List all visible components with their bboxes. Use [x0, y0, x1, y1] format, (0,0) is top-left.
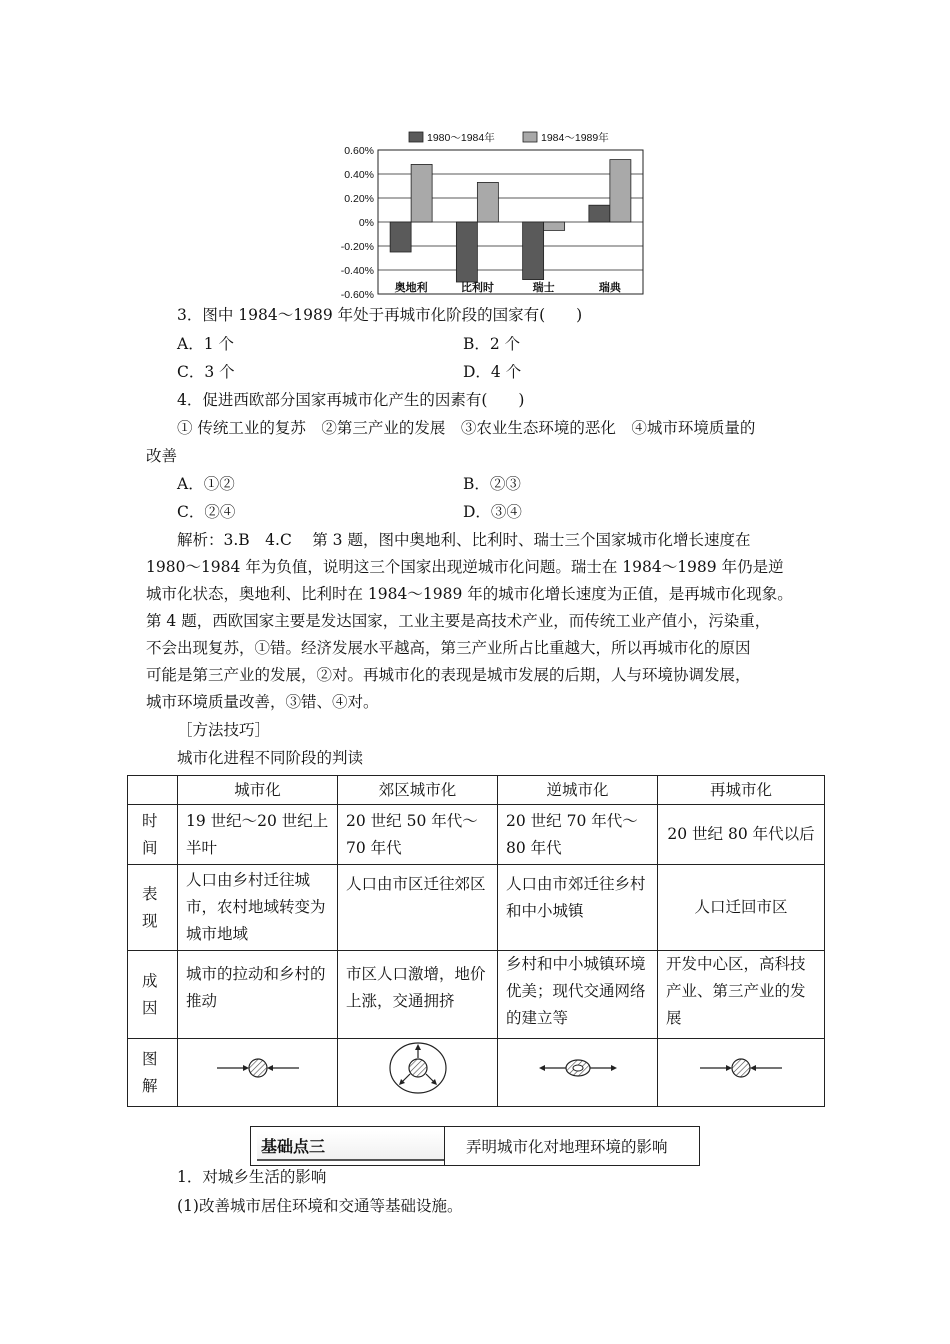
inward-arrows-diagram-icon: [696, 1053, 786, 1083]
q4-option-d: D．③④: [463, 503, 522, 521]
method-heading: ［方法技巧］: [177, 721, 271, 739]
analysis-line-7: 城市环境质量改善，③错、④对。: [146, 693, 379, 711]
diagram-cell-re-urbanization: [658, 1039, 825, 1107]
q3-option-c: C．3 个: [177, 363, 235, 381]
y-tick-label: 0.40%: [344, 169, 374, 181]
body-point-1: 1．对城乡生活的影响: [177, 1168, 327, 1186]
bar-1984-1989: [610, 160, 631, 222]
method-subheading: 城市化进程不同阶段的判读: [177, 749, 364, 767]
section-tag: [257, 1131, 445, 1161]
q4-option-a: A．①②: [177, 475, 235, 493]
cell-manifestation-urbanization: 人口由乡村迁往城市，农村地域转变为城市地域: [178, 865, 338, 951]
row-label-time: 时间: [128, 805, 178, 865]
row-label-cause: 成因: [128, 951, 178, 1039]
legend-label-1984-1989: 1984～1989年: [541, 132, 609, 144]
section-tag-label: 基础点三: [261, 1137, 326, 1156]
y-tick-label: 0.20%: [344, 193, 374, 205]
y-tick-label: -0.20%: [340, 241, 374, 253]
q3-option-a: A．1 个: [177, 335, 234, 353]
chart-legend: [409, 131, 609, 144]
row-label-diagram: 图解: [128, 1039, 178, 1107]
x-category-label: 奥地利: [394, 282, 428, 294]
bar-1984-1989: [411, 164, 432, 222]
question-3: 3．图中 1984～1989 年处于再城市化阶段的国家有( ): [177, 306, 583, 324]
x-category-label: 瑞典: [598, 282, 621, 294]
cell-cause-urbanization: 城市的拉动和乡村的推动: [178, 951, 338, 1039]
table-header-row: [128, 776, 825, 805]
cell-cause-suburbanization: 市区人口激增，地价上涨，交通拥挤: [338, 951, 498, 1039]
outward-ring-diagram-icon: [386, 1039, 450, 1097]
header-urbanization: 城市化: [178, 776, 338, 805]
bar-1980-1984: [589, 205, 610, 222]
header-blank: [128, 776, 178, 805]
table-row-diagram: [128, 1039, 825, 1107]
diagram-cell-urbanization: [178, 1039, 338, 1107]
cell-time-counter-urbanization: 20 世纪 70 年代～80 年代: [498, 805, 658, 865]
q3-option-d: D．4 个: [463, 363, 522, 381]
diagram-cell-suburbanization: [338, 1039, 498, 1107]
legend-label-1980-1984: 1980～1984年: [427, 132, 495, 144]
q3-option-b: B．2 个: [463, 335, 521, 353]
bar-1980-1984: [523, 222, 544, 280]
q4-options-line2: 改善: [146, 447, 178, 465]
row-label-manifestation: 表现: [128, 865, 178, 951]
table-row-cause: [128, 951, 825, 1039]
cell-manifestation-re-urbanization: 人口迁回市区: [658, 865, 825, 951]
bar-1984-1989: [477, 182, 498, 222]
analysis-line-1: 解析：3.B 4.C 第 3 题，图中奥地利、比利时、瑞士三个国家城市化增长速度在: [177, 531, 751, 549]
cell-time-suburbanization: 20 世纪 50 年代～70 年代: [338, 805, 498, 865]
x-category-label: 比利时: [460, 282, 494, 294]
y-tick-label: -0.40%: [340, 265, 374, 277]
table-row-time: [128, 805, 825, 865]
section-header-box: [250, 1126, 700, 1166]
section-title: 弄明城市化对地理环境的影响: [466, 1138, 668, 1156]
bar-1984-1989: [544, 222, 565, 230]
cell-manifestation-counter-urbanization: 人口由市郊迁往乡村和中小城镇: [498, 865, 658, 951]
cell-cause-re-urbanization: 开发中心区，高科技产业、第三产业的发展: [658, 951, 825, 1039]
legend-swatch-1984-1989: [523, 132, 537, 142]
header-re-urbanization: 再城市化: [658, 776, 825, 805]
analysis-line-6: 可能是第三产业的发展，②对。再城市化的表现是城市发展的后期，人与环境协调发展，: [146, 666, 751, 684]
inward-arrows-diagram-icon: [213, 1053, 303, 1083]
q4-options-line1: ① 传统工业的复苏 ②第三产业的发展 ③农业生态环境的恶化 ④城市环境质量的: [177, 419, 756, 437]
q4-option-c: C．②④: [177, 503, 236, 521]
legend-swatch-1980-1984: [409, 132, 423, 142]
analysis-line-2: 1980～1984 年为负值，说明这三个国家出现逆城市化问题。瑞士在 1984～1989 年仍是逆: [146, 558, 784, 576]
analysis-line-4: 第 4 题，西欧国家主要是发达国家，工业主要是高技术产业，而传统工业产值小，污染重，: [146, 612, 771, 630]
cell-manifestation-suburbanization: 人口由市区迁往郊区: [338, 865, 498, 951]
urbanization-stages-table: [127, 775, 825, 1107]
cell-cause-counter-urbanization: 乡村和中小城镇环境优美；现代交通网络的建立等: [498, 951, 658, 1039]
bar-1980-1984: [390, 222, 411, 252]
bar-1980-1984: [456, 222, 477, 282]
question-4: 4．促进西欧部分国家再城市化产生的因素有( ): [177, 391, 525, 409]
body-point-1-1: (1)改善城市居住环境和交通等基础设施。: [177, 1197, 463, 1215]
plot-area: [341, 145, 643, 301]
diagram-cell-counter-urbanization: [498, 1039, 658, 1107]
cell-time-urbanization: 19 世纪～20 世纪上半叶: [178, 805, 338, 865]
q4-option-b: B．②③: [463, 475, 521, 493]
cell-time-re-urbanization: 20 世纪 80 年代以后: [658, 805, 825, 865]
section-divider: [444, 1127, 445, 1165]
header-suburbanization: 郊区城市化: [338, 776, 498, 805]
urbanization-growth-bar-chart: [338, 126, 648, 301]
y-tick-label: 0%: [358, 217, 374, 229]
analysis-line-3: 城市化状态，奥地利、比利时在 1984～1989 年的城市化增长速度为正值，是再城市化现象。: [146, 585, 793, 603]
y-tick-label: -0.60%: [340, 289, 374, 301]
header-counter-urbanization: 逆城市化: [498, 776, 658, 805]
x-category-label: 瑞士: [532, 282, 555, 294]
table-row-manifestation: [128, 865, 825, 951]
outward-arrows-diagram-icon: [533, 1053, 623, 1083]
analysis-line-5: 不会出现复苏，①错。经济发展水平越高，第三产业所占比重越大，所以再城市化的原因: [146, 639, 751, 657]
y-tick-label: 0.60%: [344, 145, 374, 157]
